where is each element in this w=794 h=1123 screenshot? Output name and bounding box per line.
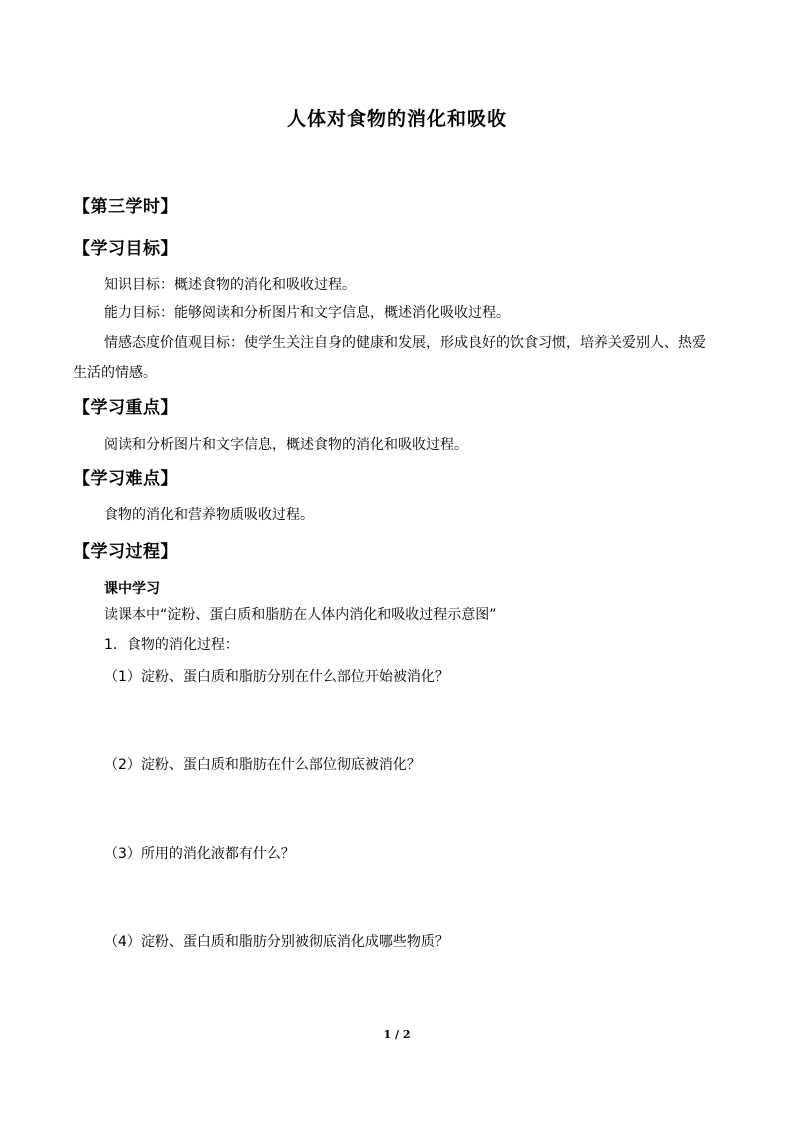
page-title: 人体对食物的消化和吸收 xyxy=(286,108,507,130)
key-points-heading: 【学习重点】 xyxy=(73,398,178,418)
question-4: （4）淀粉、蛋白质和脂肪分别被彻底消化成哪些物质？ xyxy=(104,934,449,950)
ability-objective: 能力目标：能够阅读和分析图片和文字信息，概述消化吸收过程。 xyxy=(104,305,510,321)
question-3: （3）所用的消化液都有什么？ xyxy=(104,846,295,862)
question-1: （1）淀粉、蛋白质和脂肪分别在什么部位开始被消化？ xyxy=(104,669,449,685)
objectives-heading: 【学习目标】 xyxy=(73,239,178,259)
process-heading: 【学习过程】 xyxy=(73,542,178,562)
emotion-objective: 情感态度价值观目标：使学生关注自身的健康和发展，形成良好的饮食习惯，培养关爱别人、热爱生活的情感。 xyxy=(73,335,706,381)
key-points-text: 阅读和分析图片和文字信息，概述食物的消化和吸收过程。 xyxy=(104,437,468,453)
page-number: 1 / 2 xyxy=(383,1028,411,1041)
difficulties-text: 食物的消化和营养物质吸收过程。 xyxy=(104,507,314,523)
period-heading: 【第三学时】 xyxy=(73,197,178,217)
digestion-process-item: 1．食物的消化过程： xyxy=(104,637,239,653)
difficulties-heading: 【学习难点】 xyxy=(73,469,178,489)
in-class-subheading: 课中学习 xyxy=(104,581,160,597)
reading-instruction: 读课本中“淀粉、蛋白质和脂肪在人体内消化和吸收过程示意图” xyxy=(104,607,497,623)
knowledge-objective: 知识目标：概述食物的消化和吸收过程。 xyxy=(104,277,356,293)
question-2: （2）淀粉、蛋白质和脂肪在什么部位彻底被消化？ xyxy=(104,757,421,773)
